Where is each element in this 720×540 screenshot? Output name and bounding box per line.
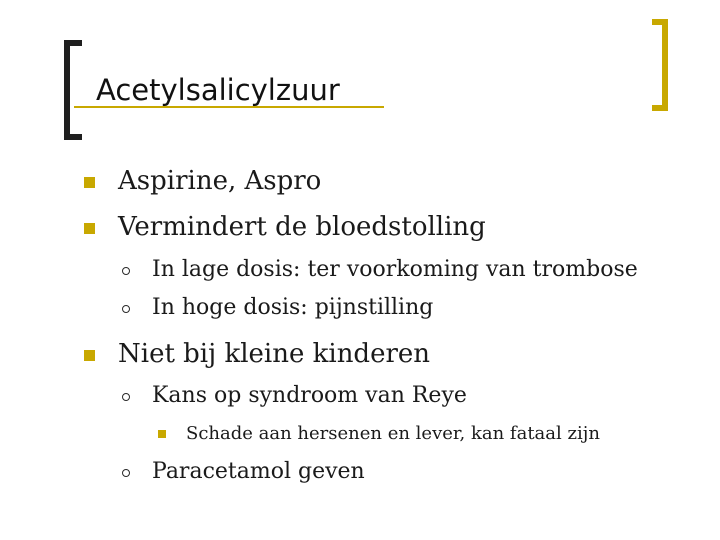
left-bracket-decoration	[64, 40, 82, 140]
square-bullet-icon	[84, 350, 95, 361]
right-bracket-decoration	[652, 19, 668, 111]
sub-item-high-dose: In hoge dosis: pijnstilling	[152, 295, 434, 320]
ring-bullet-icon	[122, 469, 130, 477]
bullet-item-1: Aspirine, Aspro	[118, 166, 322, 196]
ring-bullet-icon	[122, 393, 130, 401]
ring-bullet-icon	[122, 267, 130, 275]
sub-sub-item-damage: Schade aan hersenen en lever, kan fataal zijn	[186, 423, 600, 444]
bullet-item-3: Niet bij kleine kinderen	[118, 339, 431, 369]
square-bullet-icon	[158, 430, 166, 438]
sub-item-low-dose: In lage dosis: ter voorkoming van trombose	[152, 257, 638, 282]
sub-item-paracetamol: Paracetamol geven	[152, 459, 365, 484]
square-bullet-icon	[84, 177, 95, 188]
bullet-item-2: Vermindert de bloedstolling	[118, 212, 486, 242]
ring-bullet-icon	[122, 305, 130, 313]
square-bullet-icon	[84, 223, 95, 234]
sub-item-reye: Kans op syndroom van Reye	[152, 383, 467, 408]
slide-title: Acetylsalicylzuur	[96, 73, 340, 107]
